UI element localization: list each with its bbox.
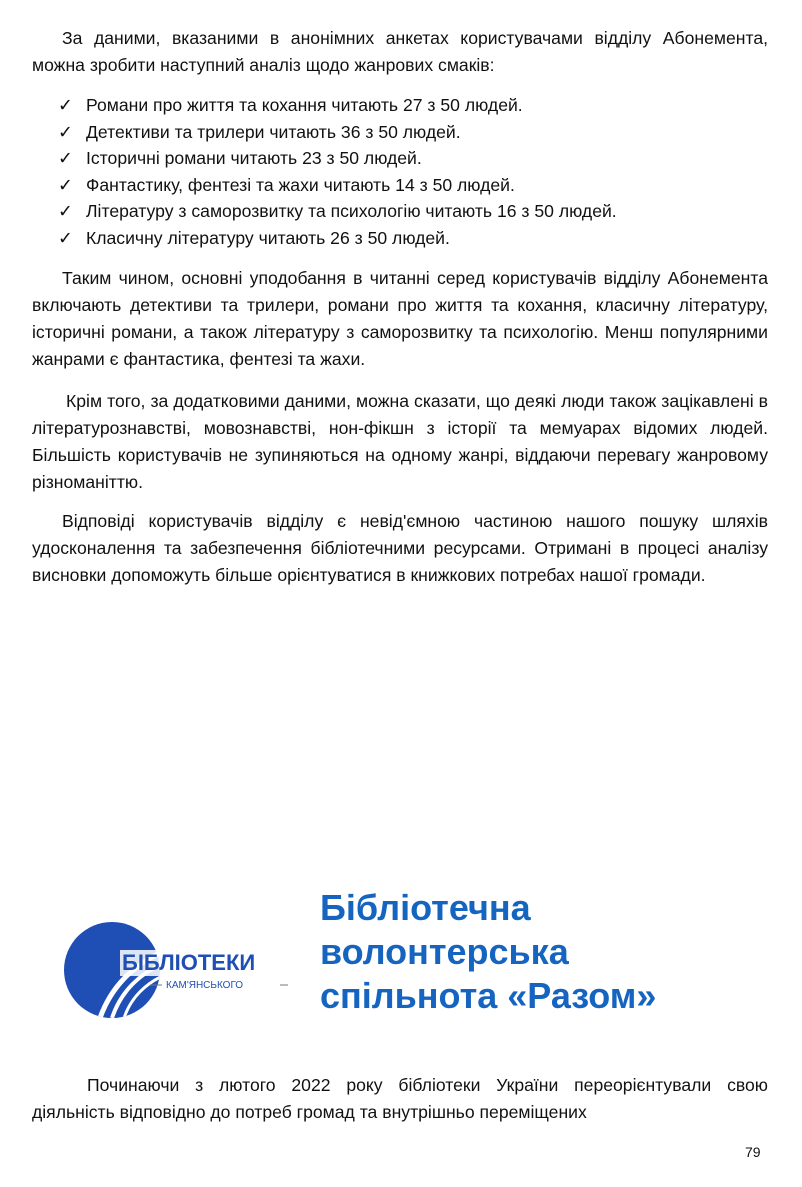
heading-line: спільнота «Разом» [320,975,657,1016]
genre-list [58,92,617,252]
logo-subtitle: КАМ'ЯНСЬКОГО [166,980,244,991]
heading-line: волонтерська [320,931,569,972]
list-item [58,225,617,252]
list-item [58,172,617,199]
list-item-text: Літературу з саморозвитку та психологію читають 16 з 50 людей. [86,201,617,222]
additional-paragraph: Крім того, за додатковими даними, можна сказати, що деякі люди також зацікавлені в літературознавстві, мовознавстві, нон-фікшн з історії та мемуарах відомих людей. Більшість користувачів не зупиняються на одному жанрі, віддаючи перевагу жанровому різноманіттю. [32,391,768,492]
list-item [58,92,617,119]
section-heading [320,886,656,1018]
checkmark-icon: ✓ [58,121,73,142]
checkmark-icon: ✓ [58,201,73,222]
checkmark-icon: ✓ [58,95,73,115]
logo-title: БІБЛІОТЕКИ [122,950,256,975]
section-paragraph: Починаючи з лютого 2022 року бібліотеки України переорієнтували свою діяльність відповідно до потреб громад та внутрішньо переміщених [32,1075,768,1122]
heading-line: Бібліотечна [320,887,531,928]
list-item-text: Класичну літературу читають 26 з 50 людей. [86,227,450,248]
list-item [58,119,617,146]
checkmark-icon: ✓ [58,227,73,248]
closing-paragraph: Відповіді користувачів відділу є невід'ємною частиною нашого пошуку шляхів удосконалення та забезпечення бібліотечними ресурсами. Отримані в процесі аналізу висновки допоможуть більше орієнтуватися в книжкових потребах нашої громади. [32,511,768,585]
checkmark-icon: ✓ [58,148,73,169]
list-item-text: Історичні романи читають 23 з 50 людей. [86,148,422,169]
list-item-text: Фантастику, фентезі та жахи читають 14 з 50 людей. [86,174,515,195]
list-item [58,198,617,225]
page-number: 79 [745,1144,761,1160]
checkmark-icon: ✓ [58,174,73,195]
library-logo [60,920,300,1020]
list-item [58,145,617,172]
list-item-text: Детективи та трилери читають 36 з 50 людей. [86,121,461,142]
list-item-text: Романи про життя та кохання читають 27 з 50 людей. [86,95,523,115]
intro-paragraph: За даними, вказаними в анонімних анкетах користувачами відділу Абонемента, можна зробити наступний аналіз щодо жанрових смаків: [32,28,768,75]
conclusion-paragraph: Таким чином, основні уподобання в читанні серед користувачів відділу Абонемента включають детективи та трилери, романи про життя та кохання, класичну літературу, історичні романи, а також літературу з саморозвитку та психологію. Менш популярними жанрами є фантастика, фентезі та жахи. [32,268,768,369]
